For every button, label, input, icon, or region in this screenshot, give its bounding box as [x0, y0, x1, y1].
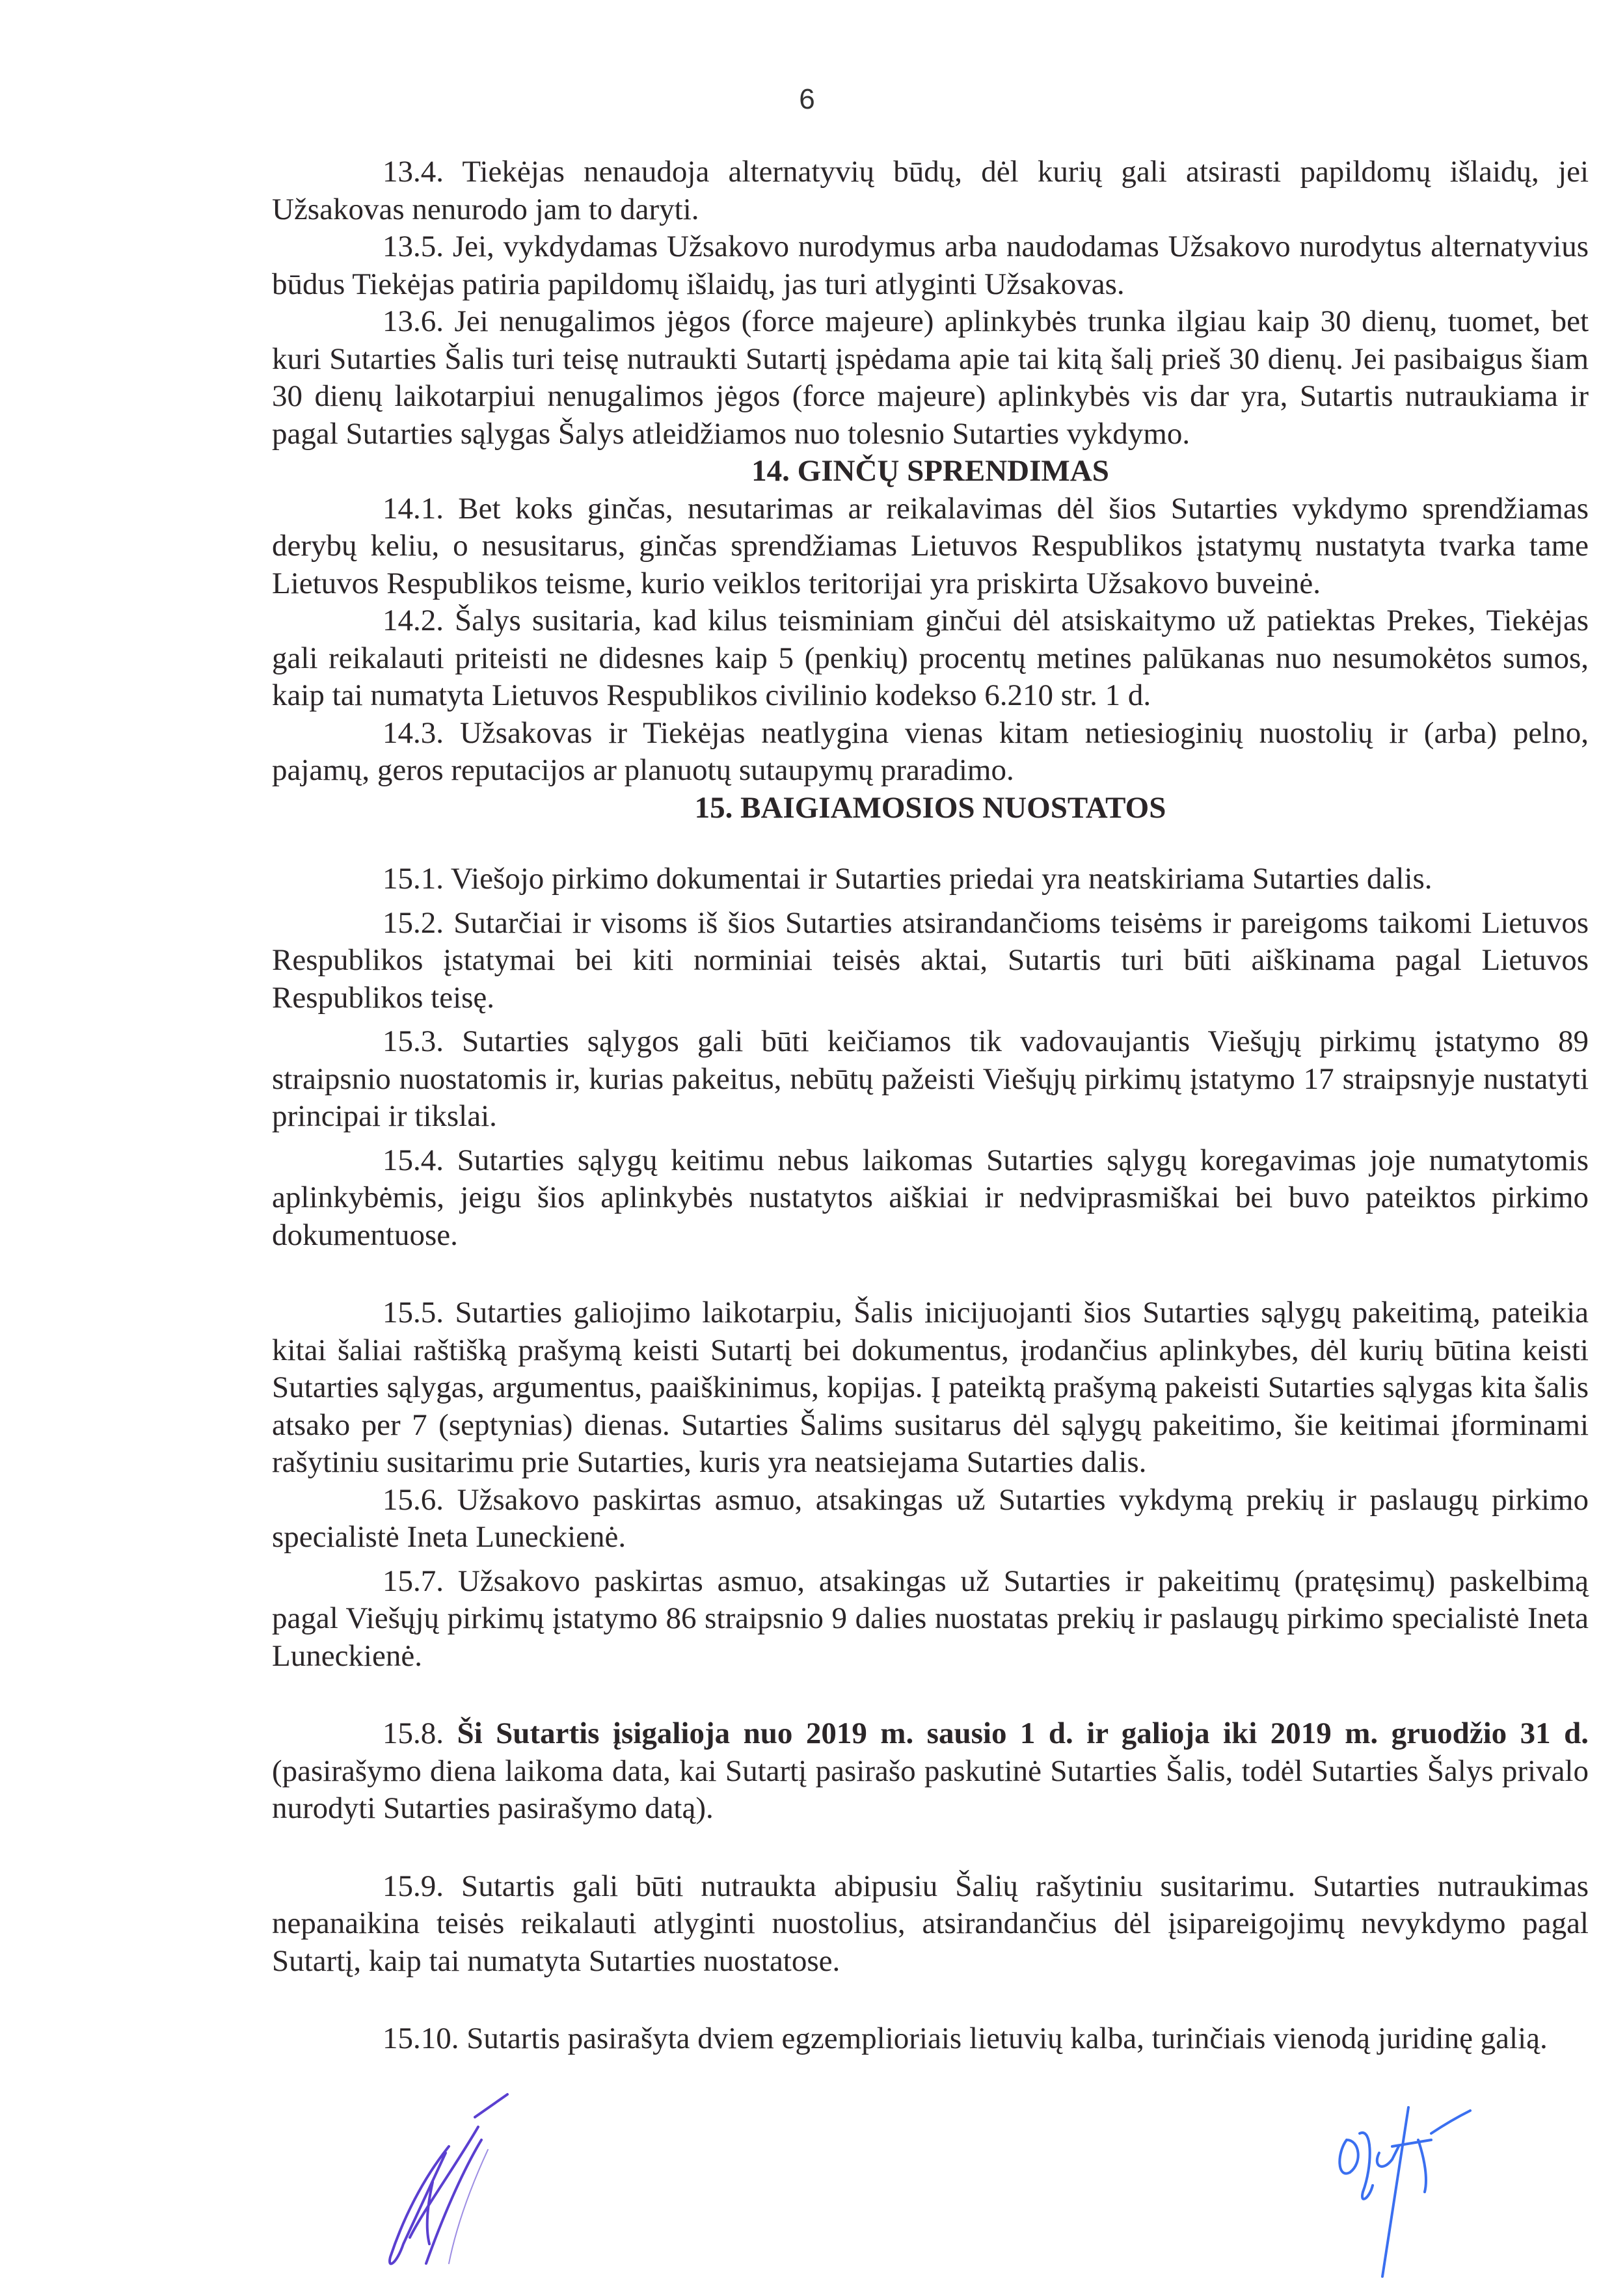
paragraph-14-1: 14.1. Bet koks ginčas, nesutarimas ar reikalavimas dėl šios Sutarties vykdymo sprendžiamas derybų keliu, o nesusitarus, ginčas sprendžiamas Lietuvos Respublikos įstatymų nustatyta tvarka tame Lietuvos Respublikos teisme, kurio veiklos teritorijai yra priskirta Užsakovo buveinė. — [272, 491, 1589, 600]
page-number: 6 — [799, 83, 815, 115]
paragraph-15-2: 15.2. Sutarčiai ir visoms iš šios Sutarties atsirandančioms teisėms ir pareigoms taikomi Lietuvos Respublikos įstatymai bei kiti norminiai teisės aktai, Sutartis turi būti aiškinama pagal Lietuvos Respublikos teisę. — [272, 905, 1589, 1015]
signature-left — [293, 2088, 683, 2283]
paragraph-15-6: 15.6. Užsakovo paskirtas asmuo, atsakingas už Sutarties vykdymą prekių ir paslaugų pirkimo specialistė Ineta Luneckienė. — [272, 1482, 1589, 1554]
section-15-heading: 15. BAIGIAMOSIOS NUOSTATOS — [694, 790, 1166, 825]
paragraph-15-7: 15.7. Užsakovo paskirtas asmuo, atsakingas už Sutarties ir pakeitimų (pratęsimų) paskelbimą pagal Viešųjų pirkimų įstatymo 86 straipsnio 9 dalies nuostatas prekių ir paslaugų pirkimo specialistė Ineta Luneckienė. — [272, 1564, 1589, 1673]
section-14-heading: 14. GINČŲ SPRENDIMAS — [751, 454, 1109, 488]
paragraph-14-3: 14.3. Užsakovas ir Tiekėjas neatlygina vienas kitam netiesioginių nuostolių ir (arba) pelno, pajamų, geros reputacijos ar planuotų sutaupymų praradimo. — [272, 715, 1589, 787]
paragraph-15-8-number: 15.8. — [383, 1716, 457, 1750]
paragraph-15-8-bold: Ši Sutartis įsigalioja nuo 2019 m. sausio 1 d. ir galioja iki 2019 m. gruodžio 31 d. — [457, 1716, 1589, 1750]
paragraph-13-5: 13.5. Jei, vykdydamas Užsakovo nurodymus arba naudodamas Užsakovo nurodytus alternatyvius būdus Tiekėjas patiria papildomų išlaidų, jas turi atlyginti Užsakovas. — [272, 230, 1589, 301]
signature-right — [1334, 2101, 1581, 2296]
paragraph-15-8 — [272, 1715, 1589, 1828]
paragraph-13-6: 13.6. Jei nenugalimos jėgos (force majeure) aplinkybės trunka ilgiau kaip 30 dienų, tuomet, bet kuri Sutarties Šalis turi teisę nutraukti Sutartį įspėdama apie tai kitą šalį prieš 30 dienų. Jei pasibaigus šiam 30 dienų laikotarpiui nenugalimos jėgos (force majeure) aplinkybės vis dar yra, Sutartis nutraukiama ir pagal Sutarties sąlygas Šalys atleidžiamos nuo tolesnio Sutarties vykdymo. — [272, 304, 1589, 451]
paragraph-14-2: 14.2. Šalys susitaria, kad kilus teisminiam ginčui dėl atsiskaitymo už patiektas Prekes, Tiekėjas gali reikalauti priteisti ne didesnes kaip 5 (penkių) procentų metines palūkanas nuo nesumokėtos sumos, kaip tai numatyta Lietuvos Respublikos civilinio kodekso 6.210 str. 1 d. — [272, 604, 1589, 712]
paragraph-15-3: 15.3. Sutarties sąlygos gali būti keičiamos tik vadovaujantis Viešųjų pirkimų įstatymo 89 straipsnio nuostatomis ir, kurias pakeitus, nebūtų pažeisti Viešųjų pirkimų įstatymo 17 straipsnyje nustatyti principai ir tikslai. — [272, 1024, 1589, 1133]
paragraph-15-9: 15.9. Sutartis gali būti nutraukta abipusiu Šalių rašytiniu susitarimu. Sutarties nutraukimas nepanaikina teisės reikalauti atlyginti nuostolius, atsirandančius dėl įsipareigojimų nevykdymo pagal Sutartį, kaip tai numatyta Sutarties nuostatose. — [272, 1869, 1589, 1978]
paragraph-15-5: 15.5. Sutarties galiojimo laikotarpiu, Šalis inicijuojanti šios Sutarties sąlygų pakeitimą, pateikia kitai šaliai raštišką prašymą keisti Sutartį bei dokumentus, įrodančius aplinkybes, dėl kurių būtina keisti Sutarties sąlygas, argumentus, paaiškinimus, kopijas. Į pateiktą prašymą pakeisti Sutarties sąlygas kita šalis atsako per 7 (septynias) dienas. Sutarties Šalims susitarus dėl sąlygų pakeitimo, šie keitimai įforminami rašytiniu susitarimu prie Sutarties, kuris yra neatsiejama Sutarties dalis. — [272, 1296, 1589, 1479]
paragraph-15-4: 15.4. Sutarties sąlygų keitimu nebus laikomas Sutarties sąlygų koregavimas joje numatytomis aplinkybėmis, jeigu šios aplinkybės nustatytos aiškiai ir nedviprasmiškai bei buvo pateiktos pirkimo dokumentuose. — [272, 1143, 1589, 1252]
paragraph-15-10: 15.10. Sutartis pasirašyta dviem egzemplioriais lietuvių kalba, turinčiais vienodą juridinę galią. — [383, 2022, 1548, 2055]
paragraph-15-1: 15.1. Viešojo pirkimo dokumentai ir Sutarties priedai yra neatskiriama Sutarties dalis. — [383, 862, 1432, 896]
paragraph-13-4: 13.4. Tiekėjas nenaudoja alternatyvių būdų, dėl kurių gali atsirasti papildomų išlaidų, jei Užsakovas nenurodo jam to daryti. — [272, 155, 1589, 226]
paragraph-15-8-rest: (pasirašymo diena laikoma data, kai Sutartį pasirašo paskutinė Sutarties Šalis, todėl Sutarties Šalys privalo nurodyti Sutarties pasirašymo datą). — [272, 1754, 1589, 1825]
document-body — [272, 154, 1589, 2058]
